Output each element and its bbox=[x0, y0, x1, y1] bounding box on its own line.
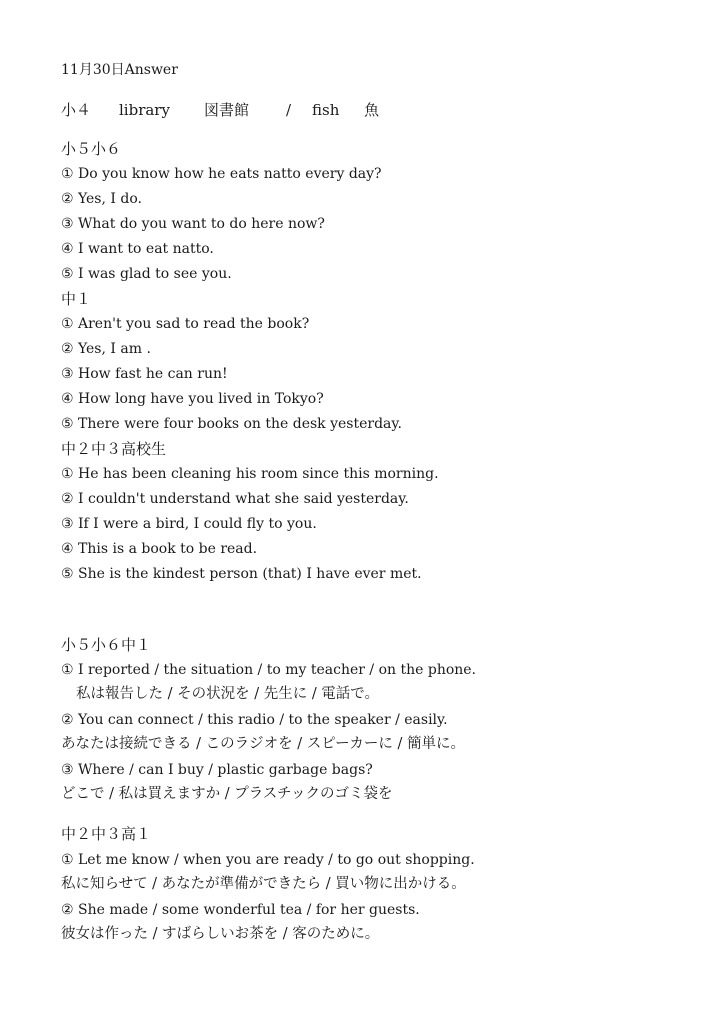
section-d-item-3-jp: どこで / 私は買えますか / プラスチックのゴミ袋を bbox=[61, 786, 393, 802]
section-c-heading: 中２中３高校生 bbox=[61, 440, 167, 458]
section-a-item-4: ④ I want to eat natto. bbox=[61, 241, 214, 257]
section-c-item-2: ② I couldn't understand what she said yesterday. bbox=[61, 491, 409, 507]
section-c-item-1: ① He has been cleaning his room since this morning. bbox=[61, 466, 439, 482]
vocab-word1-jp: 図書館 bbox=[204, 101, 250, 119]
vocab-word2-jp: 魚 bbox=[364, 101, 380, 119]
section-a-item-3: ③ What do you want to do here now? bbox=[61, 216, 325, 232]
section-d-item-2-jp: あなたは接続できる / このラジオを / スピーカーに / 簡単に。 bbox=[61, 736, 465, 752]
section-e-item-1-jp: 私に知らせて / あなたが準備ができたら / 買い物に出かける。 bbox=[61, 876, 466, 892]
section-d-item-1-en: ① I reported / the situation / to my teacher / on the phone. bbox=[61, 662, 477, 678]
section-e-item-2-jp: 彼女は作った / すばらしいお茶を / 客のために。 bbox=[61, 926, 380, 942]
vocab-line bbox=[61, 101, 461, 121]
section-a-item-1: ① Do you know how he eats natto every day? bbox=[61, 166, 382, 182]
section-e-item-1-en: ① Let me know / when you are ready / to go out shopping. bbox=[61, 852, 475, 868]
section-d-item-2-en: ② You can connect / this radio / to the speaker / easily. bbox=[61, 712, 448, 728]
section-e-heading: 中２中３高１ bbox=[61, 825, 152, 843]
section-b-heading: 中１ bbox=[61, 290, 92, 308]
date-title: 11月30日Answer bbox=[61, 62, 178, 78]
section-b-item-4: ④ How long have you lived in Tokyo? bbox=[61, 391, 324, 407]
section-b-item-2: ② Yes, I am . bbox=[61, 341, 151, 357]
section-a-heading: 小５小６ bbox=[61, 140, 122, 158]
vocab-word2-en: fish bbox=[312, 101, 340, 119]
section-d-item-3-en: ③ Where / can I buy / plastic garbage bags? bbox=[61, 762, 373, 778]
vocab-grade: 小４ bbox=[61, 101, 92, 119]
vocab-separator: / bbox=[286, 101, 292, 119]
section-c-item-3: ③ If I were a bird, I could fly to you. bbox=[61, 516, 317, 532]
section-c-item-4: ④ This is a book to be read. bbox=[61, 541, 258, 557]
section-e-item-2-en: ② She made / some wonderful tea / for her guests. bbox=[61, 902, 420, 918]
section-b-item-1: ① Aren't you sad to read the book? bbox=[61, 316, 310, 332]
section-b-item-5: ⑤ There were four books on the desk yesterday. bbox=[61, 416, 402, 432]
vocab-word1-en: library bbox=[119, 101, 170, 119]
section-c-item-5: ⑤ She is the kindest person (that) I have ever met. bbox=[61, 566, 422, 582]
section-d-heading: 小５小６中１ bbox=[61, 636, 152, 654]
section-a-item-5: ⑤ I was glad to see you. bbox=[61, 266, 232, 282]
section-a-item-2: ② Yes, I do. bbox=[61, 191, 142, 207]
section-d-item-1-jp: 私は報告した / その状況を / 先生に / 電話で。 bbox=[76, 686, 380, 702]
section-b-item-3: ③ How fast he can run! bbox=[61, 366, 228, 382]
